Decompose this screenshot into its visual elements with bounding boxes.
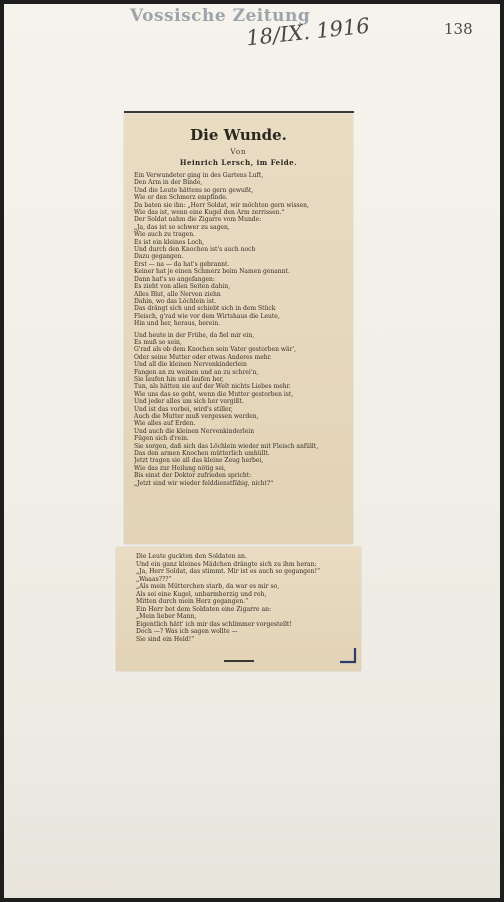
poem-line: Wie uns das so geht, wenn die Mutter gestorben ist,	[134, 390, 294, 398]
poem-line: Und ein ganz kleines Mädchen drängte sich zu ihm heran:	[136, 560, 317, 568]
poem-line: Fleisch, g'rad wie vor dem Wirtshaus die Leute,	[134, 312, 280, 320]
poem-body	[134, 172, 352, 487]
poem-line: Eigentlich hätt' ich mir das schlimmer vorgestellt!	[136, 620, 292, 628]
handwritten-date: 18/IX. 1916	[245, 13, 371, 51]
poem-line: Als sei eine Kugel, unbarmherzig und roh,	[136, 590, 267, 598]
poem-line: Und die Leute hättens so gern gewußt,	[134, 186, 254, 194]
poem-line: Tun, als hätten sie auf der Welt nichts Liebes mehr.	[134, 383, 291, 391]
poem-line: Ein Verwundeter ging in des Gartens Luft,	[134, 172, 264, 179]
poem-line: „Mein lieber Mann,	[136, 613, 197, 620]
page-lower-area	[4, 700, 500, 898]
end-rule	[224, 660, 254, 662]
poem-line: Dann hat's so angefangen:	[134, 275, 215, 283]
poem-line: Der Soldat nahm die Zigarre vom Munde:	[134, 216, 262, 224]
byline-von: Von	[230, 148, 247, 156]
poem-line: Mitten durch mein Herz gegangen.“	[136, 598, 249, 605]
poem-line: „Waaas???“	[136, 575, 172, 583]
poem-line: Da baten sie ihn: „Herr Soldat, wir möchten gern wissen,	[134, 201, 309, 209]
poem-line: „Jetzt sind wir wieder felddienstfähig, nicht?“	[134, 479, 274, 487]
poem-line: Hin und her, heraus, herein.	[134, 320, 220, 328]
poem-line: Und auch die kleinen Nervenkinderlein	[134, 427, 255, 435]
poem-line: Doch —? Was ich sagen wollte —	[136, 628, 238, 635]
poem-line: Sie sorgen, daß sich das Löchlein wieder mit Fleisch anfüllt,	[134, 442, 319, 450]
poem-line: Wie auch zu tragen.	[134, 231, 195, 239]
poem-line: Wie das ist, wenn eine Kugel den Arm zerrissen.“	[134, 209, 285, 217]
poem-body-continued	[136, 553, 358, 643]
poem-line: Dazu gegangen.	[134, 253, 184, 261]
poem-line: Wie alles auf Erden.	[134, 420, 196, 428]
poem-author: Heinrich Lersch, im Felde.	[179, 158, 298, 167]
poem-line: Wie das zur Heilung nötig sei,	[134, 464, 226, 472]
poem-title: Die Wunde.	[190, 126, 287, 144]
pencil-bracket-mark	[337, 646, 359, 666]
poem-line: Das drängt sich und schiebt sich in dem Stück	[134, 305, 276, 313]
poem-line: Es ist ein kleines Loch,	[134, 238, 205, 246]
page-number: 138	[444, 20, 473, 38]
poem-line: Den Arm in der Binde,	[134, 179, 203, 187]
poem-line: Erst — na — da hat's gebrannt.	[134, 260, 230, 268]
poem-line: Ein Herr bot dem Soldaten eine Zigarre an:	[136, 605, 272, 613]
top-rule	[124, 111, 354, 113]
poem-line: G'rad als ob dem Knochen sein Vater gestorben wär',	[134, 346, 297, 354]
poem-line: Das den armen Knochen mütterlich umhüllt.	[134, 450, 270, 458]
poem-line: „Als mein Mütterchen starb, da war es mir so,	[136, 583, 280, 590]
poem-line: Und ist das vorbei, wird's stiller,	[134, 405, 233, 413]
poem-line: Es zieht von allen Seiten dahin,	[134, 283, 230, 291]
poem-line: Keiner hat je einen Schmerz beim Namen genannt.	[134, 268, 290, 276]
poem-line: Fangen an zu weinen und an zu schrei'n,	[134, 368, 259, 376]
poem-line: Sie laufen hin und laufen her,	[134, 375, 224, 383]
poem-line: Die Leute guckten den Soldaten an.	[136, 553, 247, 560]
poem-line: Und heute in der Frühe, da fiel mir ein,	[134, 331, 255, 339]
poem-line: Und durch den Knochen ist's auch noch	[134, 246, 256, 254]
newspaper-stamp: Vossische Zeitung	[130, 6, 311, 26]
poem-line: Und all die kleinen Nervenkinderlein	[134, 361, 247, 369]
poem-line: Und jeder alles um sich her vergißt.	[134, 398, 244, 406]
poem-line: Dahin, wo das Löchlein ist.	[134, 297, 217, 305]
poem-line: „Ja, das ist so schwer zu sagen,	[134, 223, 230, 231]
poem-line: Es muß so sein,	[134, 338, 182, 346]
poem-line: Jetzt tragen sie all das kleine Zeug herbei,	[134, 457, 264, 465]
poem-line: „Ja, Herr Soldat, das stimmt. Mir ist es auch so gegangen!“	[136, 568, 321, 575]
poem-line: Alles Blut, alle Nerven ziehn	[134, 290, 221, 298]
poem-line: Oder seine Mutter oder etwas Anderes mehr.	[134, 353, 272, 361]
poem-line: Fügen sich d'rein.	[134, 435, 189, 443]
poem-line: Wie er den Schmerz empfinde.	[134, 194, 228, 202]
poem-line: Bis einst der Doktor zufrieden spricht:	[134, 472, 252, 480]
poem-line: Sie sind ein Held!“	[136, 635, 195, 643]
poem-line: Auch die Mutter muß vergessen werden,	[134, 413, 259, 420]
